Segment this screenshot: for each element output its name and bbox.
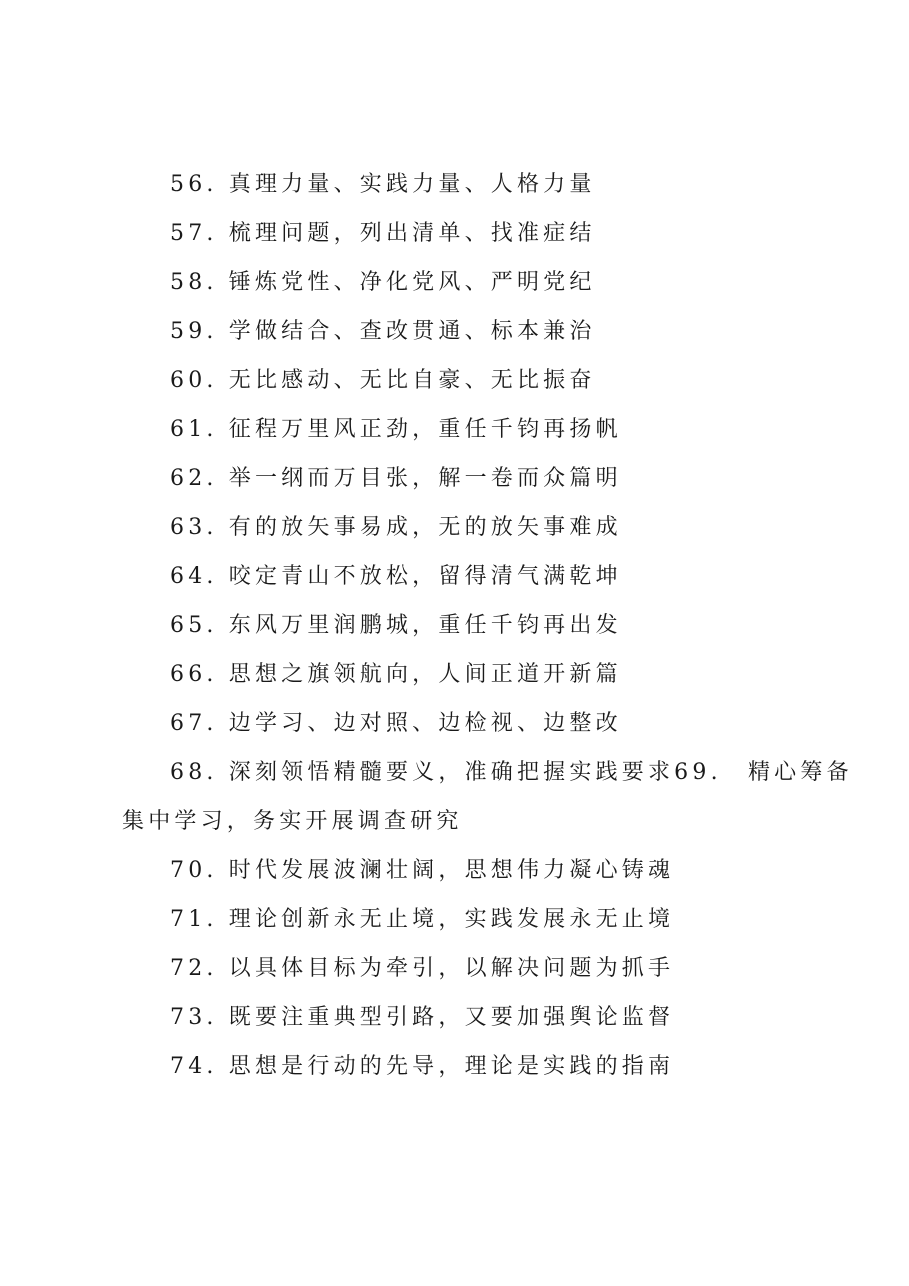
list-item: 62. 举一纲而万目张，解一卷而众篇明 xyxy=(170,466,622,491)
list-item: 57. 梳理问题，列出清单、找准症结 xyxy=(170,221,596,246)
list-item: 67. 边学习、边对照、边检视、边整改 xyxy=(170,711,622,736)
list-item: 60. 无比感动、无比自豪、无比振奋 xyxy=(170,368,596,393)
list-item: 56. 真理力量、实践力量、人格力量 xyxy=(170,172,596,197)
list-item: 58. 锤炼党性、净化党风、严明党纪 xyxy=(170,270,596,295)
list-item-continuation: 集中学习，务实开展调查研究 xyxy=(122,809,463,834)
list-item: 73. 既要注重典型引路，又要加强舆论监督 xyxy=(170,1005,675,1030)
list-item: 72. 以具体目标为牵引，以解决问题为抓手 xyxy=(170,956,675,981)
list-item: 68. 深刻领悟精髓要义，准确把握实践要求69. 精心筹备 xyxy=(170,760,853,785)
list-item: 61. 征程万里风正劲，重任千钧再扬帆 xyxy=(170,417,622,442)
list-item: 66. 思想之旗领航向，人间正道开新篇 xyxy=(170,662,622,687)
list-item: 70. 时代发展波澜壮阔，思想伟力凝心铸魂 xyxy=(170,858,675,883)
list-item: 64. 咬定青山不放松，留得清气满乾坤 xyxy=(170,564,622,589)
list-item: 63. 有的放矢事易成，无的放矢事难成 xyxy=(170,515,622,540)
list-item: 74. 思想是行动的先导，理论是实践的指南 xyxy=(170,1054,675,1079)
list-item: 59. 学做结合、查改贯通、标本兼治 xyxy=(170,319,596,344)
list-item: 71. 理论创新永无止境，实践发展永无止境 xyxy=(170,907,675,932)
list-item: 65. 东风万里润鹏城，重任千钧再出发 xyxy=(170,613,622,638)
